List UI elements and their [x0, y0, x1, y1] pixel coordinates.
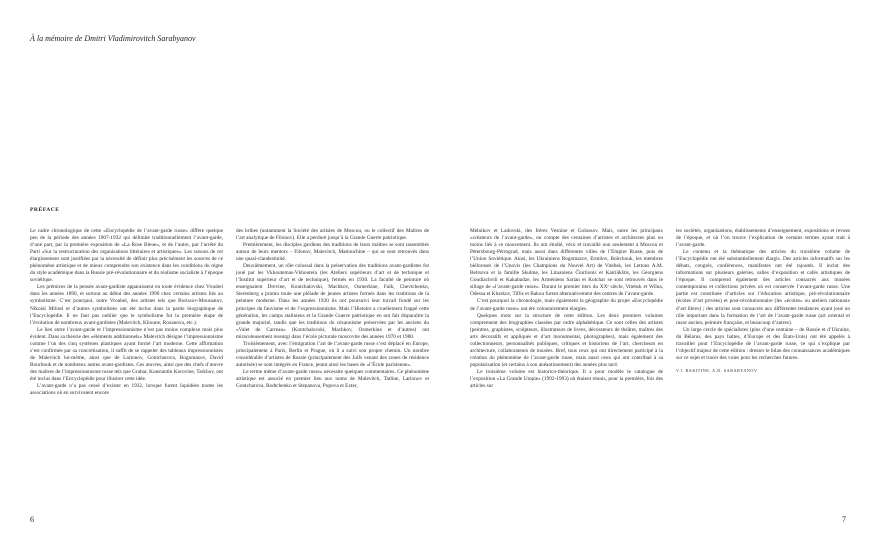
- page-number-left: 6: [30, 515, 34, 524]
- text-column-1: [30, 228, 223, 518]
- text-column-4: [676, 228, 850, 518]
- paragraph: les sociétés, organisations, établissements d’enseignement, expositions et revues de l’époque, et où l’on trouve l’explication de certains termes ayant trait à l’avant-garde.: [676, 228, 850, 249]
- paragraph: Melnikov et Ladovski, des frères Vesnine et Golossov. Mais, outre les principaux «créateurs de l’avant-garde», on compte des centaines d’artistes et architectes plus ou moins liés à ce mouvement. Ils ont étudié, vécu et travaillé non seulement à Moscou et Pétersbourg-Pétrograd, mais aussi dans différentes villes de l’Empire Russe, puis de l’Union Soviétique. Ainsi, les Ukrainiens Bogomazov, Ermilov, Boïtchouk, les membres biéloruses de l’Unovis (les Champions du Nouvel Art) de Vitebsk, les Lettons A.M. Beltsova et la famille Skulme, les Lituaniens Čiurlionis et Kairiūkštis, les Géorgiens Goudiachvili et Kakabadze, les Arméniens Sarian et Kotchar se sont retrouvés dans le sillage de «l’avant-garde russe». Durant le premier tiers du XXᵉ siècle, Vitebsk et Wilna, Odessa et Kharkov, Tiflis et Bakou furent alternativement des centres de l’avant-garde.: [470, 228, 663, 298]
- paragraph: Premièrement, les disciples gardiens des traditions de leurs maîtres se sont rassemblés autour de leurs mentors – Filonov, Malevitch, Matiouchine – qui se sont retrouvés dans une quasi-clandestinité.: [236, 242, 429, 263]
- paragraph: Deuxièmement, un rôle colossal dans la préservation des traditions avant-gardistes fut joué par les Vkhoutemas-Vkhoutein (les Ateliers supérieurs d’art et de technique et l’Institut supérieur d’art et de technique), fermés en 1930. La faculté de peinture où enseignaient Drevine, Kontchalovski, Machkov, Osmerkine, Falk, Chevtchenko, Sterenberg a promu toute une pléiade de jeunes artistes formés dans les traditions de la peinture moderne. Dans les années 1930 ils ont poursuivi leur travail fondé sur les principes du fauvisme et de l’expressionnisme. Mais l’Histoire a cruellement frappé cette génération, les camps staliniens et la Grande Guerre patriotique en ont fait disparaître la grande majorité, tandis que les traditions du cézannisme préservées par les anciens du «Valet de Carreau» (Kontchalovski, Machkov, Osmerkine et d’autres) ont miraculeusement ressurgi dans l’école picturale moscovite des années 1970 et 1980.: [236, 263, 429, 340]
- paragraph: Le contenu et la thématique des articles du troisième volume de l’Encyclopédie ont été substantiellement élargis. Des articles informatifs sur les débats, congrès, conférences, manifestes ont été rajoutés. Il inclut des informations sur plusieurs galeries, salles d’exposition et cafés artistiques de l’époque. Il comprend également des articles consacrés aux musées contemporains et collections privées où est conservée l’avant-garde russe. Une partie est constituée d’articles sur l’éducation artistique, pré-révolutionnaire (écoles d’art privées) et post-révolutionnaire (les «écoles» ou ateliers nationaux d’art libres) ; des articles sont consacrés aux différentes tendances ayant joué un rôle important dans la formation de l’art de l’avant-garde russe (art oriental et russe ancien, peinture française, et beaucoup d’autres).: [676, 249, 850, 326]
- paragraph: Le cadre chronologique de cette «Encyclopédie de l’avant-garde russe» diffère quelque peu de la période des années 1907-1932 qui délimite traditionnellement l’avant-garde, d’une part, par la première exposition de «La Rose Bleue», et de l’autre, par l’arrêté du Parti «Sur la restructuration des organisations littéraires et artistiques». Les raisons de cet élargissement sont justifiées par la nécessité de définir plus précisément les sources de ce phénomène artistique et de mieux comprendre son existence dans les conditions du règne du style académique dans la Russie pré-révolutionnaire et du réalisme socialiste à l’époque soviétique.: [30, 228, 223, 284]
- section-title: PRÉFACE: [30, 207, 60, 213]
- paragraph: C’est pourquoi la chronologie, mais également la géographie du projet «Encyclopédie de l’avant-garde russe» ont été volontairement élargies.: [470, 298, 663, 312]
- paragraph: Troisièmement, avec l’émigration l’art de l’avant-garde russe s’est déplacé en Europe, principalement à Paris, Berlin et Prague, où il a suivi son propre chemin. Un nombre considérable d’artistes de Russie (principalement des Juifs venant des zones de résidence autorisée) se sont intégrés en France, jetant ainsi les bases de «l’École parisienne».: [236, 340, 429, 368]
- text-column-2: [236, 228, 429, 518]
- paragraph: Les prémices de la pensée avant-gardiste apparaissent en toute évidence chez Vroubel dans les années 1890, et surtout au début des années 1990 chez certains artistes liés au symbolisme. C’est pourquoi, outre Vroubel, des artistes tels que Borissov-Moussatov, Nikolaï Milioti et d’autres symbolistes ont été inclus dans la partie biographique de l’Encyclopédie. Il ne faut pas oublier que le symbolisme fut la première étape de l’évolution de nombreux avant-gardistes (Malevitch, Klioune, Rozanova, etc.).: [30, 284, 223, 326]
- paragraph: Le troisième volume est historico-théorique. Il a pour modèle le catalogue de l’exposition «La Grande Utopie» (1992-1993) où étaient réunis, pour la première, fois des articles sur: [470, 368, 663, 390]
- paragraph: Le terme même d’avant-garde russe» nécessite quelques commentaires. Ce phénomène artistique est associé en premier lieu aux noms de Malevitch, Tatline, Larionov et Gontcharova, Rodtchenko et Stepanova, Popova et Exter,: [236, 368, 429, 390]
- author-signature: V.I. RAKITINE, A.D. SARABYANOV: [676, 367, 758, 373]
- paragraph: Le lien entre l’avant-garde et l’impressionnisme n’est pas moins complexe mais plus évident. Dans sa théorie des «éléments additionnels» Malevitch désigne l’impressionnisme comme l’un des cinq systèmes plastiques ayant formé l’art moderne. Cette affirmation s’est confirmée par sa concrétisation, il suffit de se rappeler des tableaux impressionnistes de Malevitch lui-même, ainsi que de Larionov, Gontcharova, Bogomazov, David Bourliouk et de nombreux autres avant-gardistes. Ces œuvres, ainsi que des chefs d’œuvre des maîtres de l’impressionnisme russe tels que Grabar, Konstantin Korovine, Tarkhov, ont été inclus dans l’Encyclopédie pour illustrer cette idée.: [30, 326, 223, 382]
- paragraph: des bribes (notamment la Société des artistes de Moscou, ou le collectif des Maîtres de l’art analytique de Filonov). Elle a perduré jusqu’à la Grande Guerre patriotique.: [236, 228, 429, 242]
- paragraph: Un large cercle de spécialistes (plus d’une centaine – de Russie et d’Ukraine, du Bélarus, des pays baltes, d’Europe et des États-Unis) ont été appelés à travailler pour l’Encyclopédie de l’avant-garde russe, ce qui s’explique par l’objectif majeur de cette édition : dresser le bilan des connaissances académiques sur ce sujet et tracer des voies pour les recherches futures.: [676, 326, 850, 361]
- dedication: À la mémoire de Dmitri Vladimirovitch Sarabyanov: [30, 34, 196, 43]
- paragraph: Quelques mots sur la structure de cette édition. Les deux premiers volumes comprennent des biographies classées par ordre alphabétique. Ce sont celles des artistes (peintres, graphistes, sculpteurs, illustrateurs de livres, décorateurs de théâtre, maîtres des arts décoratifs et appliqués et d’art monumental, photographes), mais également des collectionneurs, personnalités publiques, critiques et historiens de l’art, chercheurs en architecture, collaborateurs de musées. Bref, tous ceux qui ont directement participé à la création du phénomène de l’avant-garde russe, mais aussi ceux qui ont contribué à sa popularisation (et certains à son anéantissement) des années plus tard.: [470, 312, 663, 368]
- text-column-3: [470, 228, 663, 518]
- paragraph: L’avant-garde n’a pas cessé d’exister en 1932, lorsque furent liquidées toutes les associations où en survivaient encore: [30, 383, 223, 397]
- page-number-right: 7: [842, 515, 846, 524]
